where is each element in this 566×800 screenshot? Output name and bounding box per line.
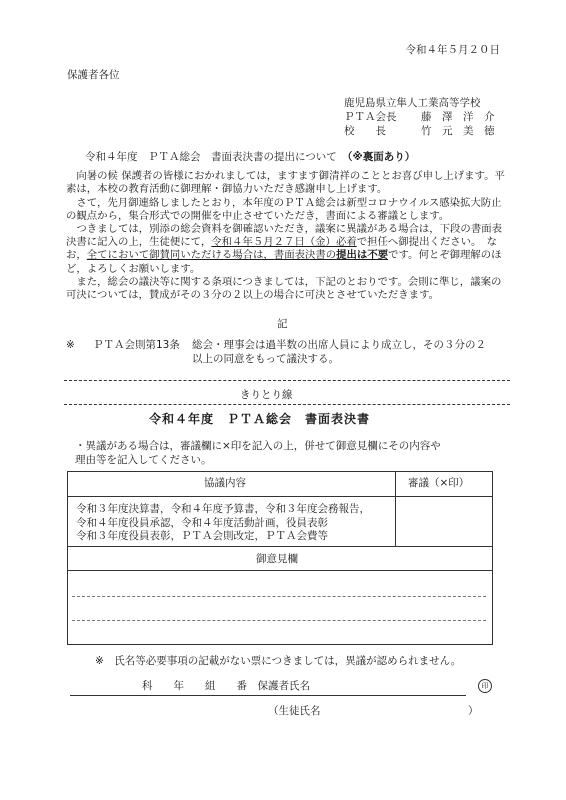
principal-name: 竹 元 美 徳 bbox=[421, 125, 495, 137]
rule-text-line2: 以上の同意をもって議決する。 bbox=[192, 353, 339, 365]
paragraph-cancellation: さて，先月御連絡しましたとおり，本年度のＰＴＡ総会は新型コロナウイルス感染拡大防止の観点から，集合形式での開催を中止させていただき，書面による審議とします。 bbox=[66, 197, 502, 223]
opinion-field[interactable] bbox=[68, 571, 491, 643]
column-vote-header: 審議（×印） bbox=[408, 477, 470, 489]
rule-reference: ＰＴＡ会則第13条 bbox=[93, 339, 180, 351]
guardian-name-line[interactable] bbox=[70, 695, 466, 696]
seal-mark: 印 bbox=[478, 679, 492, 693]
document-date: 令和４年５月２０日 bbox=[405, 44, 500, 56]
pta-title: ＰＴＡ会長 bbox=[344, 111, 397, 123]
footnote: ※ 氏名等必要事項の記載がない票につきましては，異議が認められません。 bbox=[95, 655, 462, 667]
ki-heading: 記 bbox=[277, 318, 288, 330]
subject-note: （※裏面あり） bbox=[347, 151, 416, 163]
rule-mark: ※ bbox=[66, 339, 75, 351]
vote-cell[interactable] bbox=[396, 497, 491, 546]
paragraph-greeting: 向暑の候 保護者の皆様におかれましては，ますます御清祥のこととお喜び申し上げます。平素は，本校の教育活動に御理解・御協力いただき感謝申し上げます。 bbox=[66, 170, 505, 196]
deadline: 令和４年５月２７日（金）必着 bbox=[211, 236, 357, 249]
no-submission-needed: 提出は不要 bbox=[336, 249, 389, 262]
form-instruction-line1: ・異議がある場合は，審議欄に×印を記入の上，併せて御意見欄にその内容や bbox=[75, 440, 441, 452]
subject-line bbox=[85, 151, 415, 164]
form-instruction-line2: 理由等を記入してください。 bbox=[75, 454, 212, 466]
paragraph-submission: つきましては，別添の総会資料を御確認いただき，議案に異議がある場合は，下段の書面表決書に記入の上，生徒便にて，令和４年５月２７日（金）必着で担任へ御提出ください。 なお，全てにおいて御賛同いただける場合は，書面表決書の提出は不要です。何とぞ御理解のほど，よろしくお願いします。 bbox=[66, 223, 502, 275]
student-name-label: （生徒氏名 bbox=[268, 705, 321, 717]
paragraph-rules: また，総会の議決等に関する条項につきましては，下記のとおりです。会則に準じ，議案の可決については，賛成がその３分の２以上の場合に可決とさせていただきます。 bbox=[66, 276, 502, 302]
opinion-header: 御意見欄 bbox=[256, 553, 298, 565]
student-name-field[interactable] bbox=[335, 703, 465, 719]
column-content-header: 協議内容 bbox=[204, 477, 246, 489]
student-name-close: ） bbox=[468, 705, 479, 717]
cut-line bbox=[64, 380, 510, 381]
agenda-item: 令和３年度決算書，令和４年度予算書，令和３年度会務報告， bbox=[76, 503, 370, 515]
principal-title: 校 長 bbox=[344, 125, 386, 137]
pta-president-name: 藤 澤 洋 介 bbox=[421, 111, 495, 123]
subject-text: 令和４年度 ＰＴＡ総会 書面表決書の提出について bbox=[85, 151, 337, 163]
form-title: 令和４年度 ＰＴＡ総会 書面表決書 bbox=[149, 412, 371, 426]
agenda-item: 令和３年度役員表彰，ＰＴＡ会則改定，ＰＴＡ会費等 bbox=[76, 530, 328, 542]
agenda-item: 令和４年度役員承認，令和４年度活動計画，役員表彰 bbox=[76, 517, 328, 529]
addressee: 保護者各位 bbox=[67, 69, 120, 81]
signature-fields: 科 年 組 番 保護者氏名 bbox=[142, 680, 310, 692]
cut-line-lower bbox=[64, 404, 510, 405]
rule-text-line1: 総会・理事会は過半数の出席人員により成立し，その３分の２ bbox=[192, 339, 486, 351]
school-name: 鹿児島県立隼人工業高等学校 bbox=[344, 97, 481, 109]
cut-line-label: きりとり線 bbox=[240, 389, 293, 401]
